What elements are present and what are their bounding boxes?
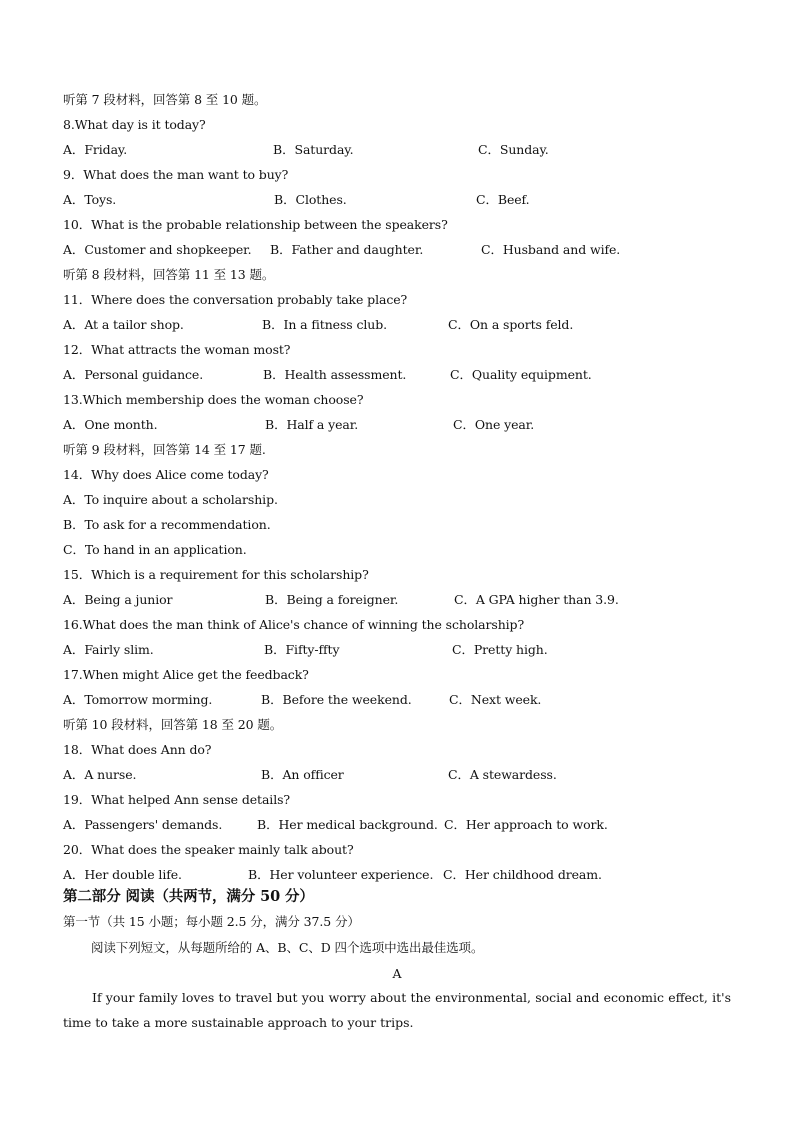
question-text: 16.What does the man think of Alice's chance of winning the scholarship? [63, 617, 525, 632]
option-c: C．A GPA higher than 3.9. [454, 592, 619, 607]
listening-heading: 听第 7 段材料，回答第 8 至 10 题。 [63, 92, 267, 107]
option-a: A．Tomorrow morming. [63, 692, 213, 707]
question-text: 15．Which is a requirement for this scholarship? [63, 567, 369, 582]
option-c: C．Quality equipment. [450, 367, 592, 382]
question-text: 8.What day is it today? [63, 117, 206, 132]
option-b: B．Before the weekend. [261, 692, 412, 707]
question-text: 14．Why does Alice come today? [63, 467, 269, 482]
question-text: 11．Where does the conversation probably take place? [63, 292, 408, 307]
question-text: C．To hand in an application. [63, 542, 247, 557]
option-a: A．Personal guidance. [63, 367, 204, 382]
option-c: C．Pretty high. [452, 642, 548, 657]
option-c: C．Next week. [449, 692, 542, 707]
section-title: 第二部分 阅读（共两节，满分 50 分） [63, 888, 314, 905]
option-row [0, 642, 794, 658]
listening-heading: 听第 9 段材料，回答第 14 至 17 题. [63, 442, 266, 457]
question-text: 17.When might Alice get the feedback? [63, 667, 309, 682]
option-row [0, 142, 794, 158]
option-a: A．Being a junior [63, 592, 173, 607]
option-a: A．A nurse. [63, 767, 137, 782]
question-text: 19．What helped Ann sense details? [63, 792, 291, 807]
option-row [0, 767, 794, 783]
option-c: C．A stewardess. [448, 767, 557, 782]
option-b: B．Her medical background. [257, 817, 438, 832]
option-b: B．Saturday. [273, 142, 354, 157]
option-row [0, 417, 794, 433]
option-b: B．Health assessment. [263, 367, 407, 382]
option-a: A．Customer and shopkeeper. [63, 242, 252, 257]
option-row [0, 592, 794, 608]
option-c: C．One year. [453, 417, 535, 432]
passage-paragraph: If your family loves to travel but you worry about the environmental, social and economic effect, it's time to take a more sustainable approach to your trips. [63, 990, 731, 1030]
option-row [0, 367, 794, 383]
option-row [0, 317, 794, 333]
option-c: C．On a sports feld. [448, 317, 574, 332]
listening-heading: 听第 10 段材料，回答第 18 至 20 题。 [63, 717, 283, 732]
option-row [0, 867, 794, 883]
option-b: B．Clothes. [274, 192, 347, 207]
option-a: A．At a tailor shop. [63, 317, 184, 332]
option-c: C．Her approach to work. [444, 817, 608, 832]
option-a: A．Toys. [63, 192, 117, 207]
option-row [0, 242, 794, 258]
option-c: C．Her childhood dream. [443, 867, 602, 882]
option-a: A．Friday. [63, 142, 128, 157]
subsection-title: 第一节（共 15 小题；每小题 2.5 分，满分 37.5 分） [63, 914, 360, 929]
question-text: 9．What does the man want to buy? [63, 167, 289, 182]
reading-instruction: 阅读下列短文，从每题所给的 A、B、C、D 四个选项中选出最佳选项。 [91, 940, 484, 955]
option-row [0, 692, 794, 708]
question-text: 20．What does the speaker mainly talk about? [63, 842, 354, 857]
option-c: C．Beef. [476, 192, 530, 207]
option-row [0, 192, 794, 208]
listening-heading: 听第 8 段材料，回答第 11 至 13 题。 [63, 267, 275, 282]
option-b: B．In a fitness club. [262, 317, 387, 332]
option-b: B．Fifty-ffty [264, 642, 340, 657]
option-c: C．Husband and wife. [481, 242, 621, 257]
option-c: C．Sunday. [478, 142, 549, 157]
option-b: B．Being a foreigner. [265, 592, 399, 607]
option-a: A．One month. [63, 417, 158, 432]
question-text: 13.Which membership does the woman choose? [63, 392, 364, 407]
option-b: B．An officer [261, 767, 344, 782]
option-row [0, 817, 794, 833]
option-a: A．Her double life. [63, 867, 182, 882]
option-b: B．Father and daughter. [270, 242, 424, 257]
question-text: 18．What does Ann do? [63, 742, 212, 757]
question-text: 10．What is the probable relationship between the speakers? [63, 217, 448, 232]
question-text: 12．What attracts the woman most? [63, 342, 291, 357]
option-b: B．Her volunteer experience. [248, 867, 434, 882]
option-a: A．Passengers' demands. [63, 817, 223, 832]
question-text: A．To inquire about a scholarship. [63, 492, 278, 507]
option-a: A．Fairly slim. [63, 642, 154, 657]
option-b: B．Half a year. [265, 417, 359, 432]
passage-label: A [392, 966, 402, 981]
question-text: B．To ask for a recommendation. [63, 517, 271, 532]
